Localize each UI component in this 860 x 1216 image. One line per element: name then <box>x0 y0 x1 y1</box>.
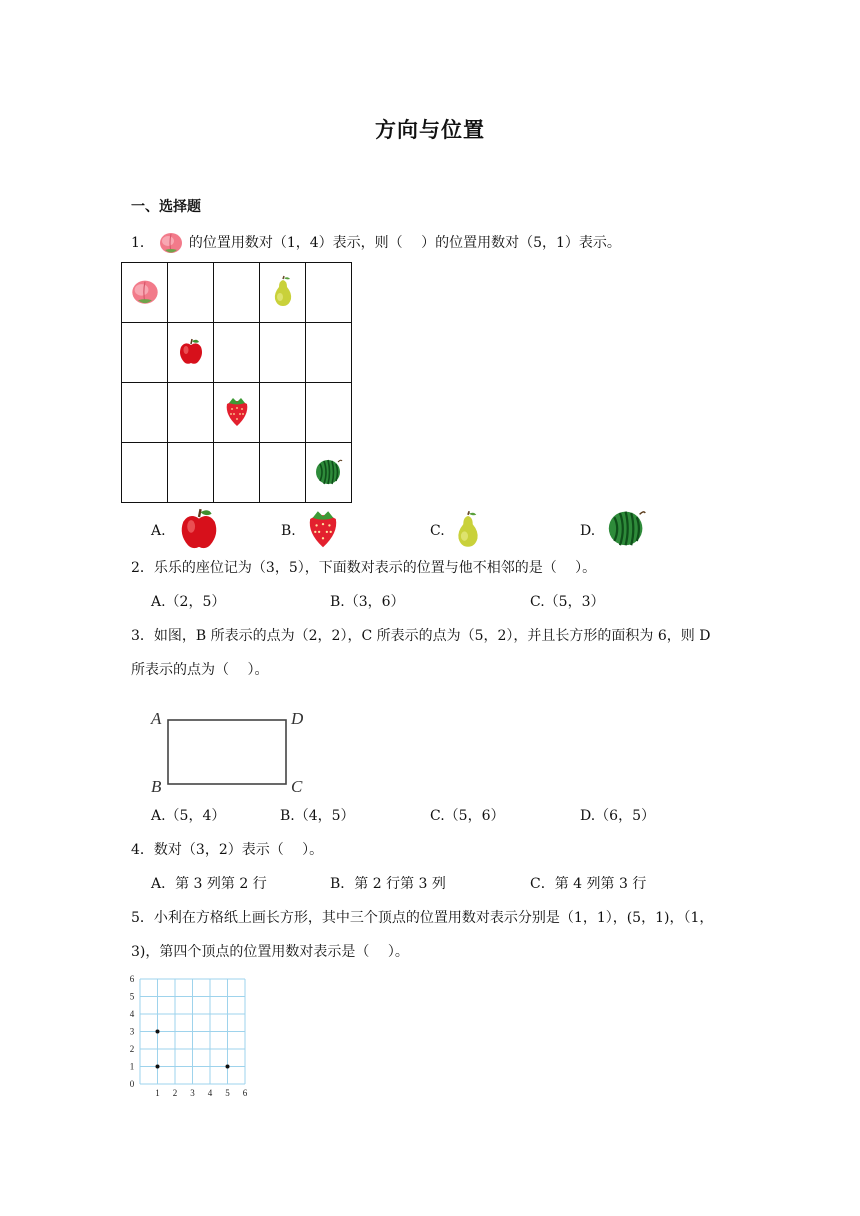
q3-option-c[interactable]: C.（5，6） <box>430 808 505 824</box>
watermelon-icon <box>314 456 344 486</box>
q2-option-a[interactable]: A.（2，5） <box>151 594 226 610</box>
fruit-grid <box>121 262 352 503</box>
grid-cell <box>168 443 214 503</box>
vertex-point <box>156 1065 160 1069</box>
label-d: D <box>291 709 304 728</box>
q4-option-c[interactable]: C．第 4 列第 3 行 <box>530 876 647 892</box>
grid-cell <box>122 383 168 443</box>
x-tick-label: 3 <box>190 1088 195 1098</box>
strawberry-icon <box>305 507 341 549</box>
vertex-point <box>226 1065 230 1069</box>
section-heading: 一、选择题 <box>131 199 201 215</box>
vertex-point <box>156 1030 160 1034</box>
option-label: B. <box>281 523 296 539</box>
coordinate-grid <box>120 972 260 1100</box>
q4-option-b[interactable]: B．第 2 行第 3 列 <box>330 876 446 892</box>
option-label: D. <box>580 523 596 539</box>
x-tick-label: 6 <box>242 1088 248 1098</box>
y-tick-label: 6 <box>129 974 135 984</box>
grid-cell <box>168 383 214 443</box>
grid-cell <box>260 263 306 323</box>
grid-cell <box>214 323 260 383</box>
apple-icon <box>177 506 221 550</box>
grid-cell <box>122 323 168 383</box>
grid-cell <box>260 323 306 383</box>
grid-cell <box>214 443 260 503</box>
pear-icon <box>272 275 294 307</box>
y-tick-label: 2 <box>129 1044 135 1054</box>
q1-option-a[interactable] <box>151 521 166 541</box>
y-tick-label: 1 <box>129 1061 135 1072</box>
x-tick-label: 5 <box>225 1088 230 1098</box>
grid-cell <box>260 443 306 503</box>
question-4: 4．数对（3，2）表示（ ）。 <box>131 842 324 858</box>
watermelon-icon <box>606 506 648 548</box>
q2-option-b[interactable]: B.（3，6） <box>330 594 405 610</box>
pear-icon <box>455 510 481 548</box>
rectangle-figure <box>148 704 318 796</box>
y-tick-label: 5 <box>129 991 135 1002</box>
question-5-line1: 5．小利在方格纸上画长方形，其中三个顶点的位置用数对表示分别是（1，1），(5，1)，（1， <box>131 910 714 926</box>
q1-option-d[interactable] <box>580 521 595 541</box>
q3-option-b[interactable]: B.（4，5） <box>280 808 355 824</box>
option-label: C. <box>430 523 445 539</box>
label-c: C <box>291 777 303 796</box>
grid-cell <box>122 263 168 323</box>
grid-cell <box>306 323 352 383</box>
grid-cell <box>306 443 352 503</box>
grid-cell <box>214 263 260 323</box>
peach-icon <box>130 276 160 306</box>
question-1-text: 的位置用数对（1，4）表示，则（ ）的位置用数对（5，1）表示。 <box>188 235 621 251</box>
grid-cell <box>214 383 260 443</box>
question-5-line2: 3)，第四个顶点的位置用数对表示是（ ）。 <box>131 944 409 960</box>
y-tick-label: 0 <box>129 1079 135 1089</box>
question-1 <box>131 229 621 255</box>
q3-option-d[interactable]: D.（6，5） <box>580 808 655 824</box>
grid-cell <box>168 263 214 323</box>
page-title: 方向与位置 <box>375 117 485 142</box>
q4-option-a[interactable]: A．第 3 列第 2 行 <box>151 876 267 892</box>
x-tick-label: 1 <box>155 1088 160 1098</box>
y-tick-label: 3 <box>129 1026 135 1037</box>
option-label: A. <box>151 523 166 539</box>
question-1-number: 1． <box>131 235 154 251</box>
strawberry-icon <box>223 395 251 427</box>
grid-cell <box>168 323 214 383</box>
question-3-line2: 所表示的点为（ ）。 <box>131 662 269 678</box>
y-tick-label: 4 <box>129 1009 135 1019</box>
peach-icon <box>158 229 184 255</box>
grid-cell <box>306 383 352 443</box>
apple-icon <box>177 337 205 365</box>
q2-option-c[interactable]: C.（5，3） <box>530 594 605 610</box>
grid-cell <box>122 443 168 503</box>
x-tick-label: 4 <box>207 1088 213 1098</box>
q3-option-a[interactable]: A.（5，4） <box>151 808 226 824</box>
x-tick-label: 2 <box>172 1088 178 1098</box>
label-a: A <box>151 709 162 728</box>
grid-cell <box>306 263 352 323</box>
label-b: B <box>151 777 162 796</box>
grid-cell <box>260 383 306 443</box>
question-2: 2．乐乐的座位记为（3，5），下面数对表示的位置与他不相邻的是（ ）。 <box>131 560 597 576</box>
q1-option-c[interactable] <box>430 521 445 541</box>
question-3-line1: 3．如图，B 所表示的点为（2，2），C 所表示的点为（5，2），并且长方形的面积为 6，则 D <box>131 628 711 644</box>
q1-option-b[interactable] <box>281 521 296 541</box>
